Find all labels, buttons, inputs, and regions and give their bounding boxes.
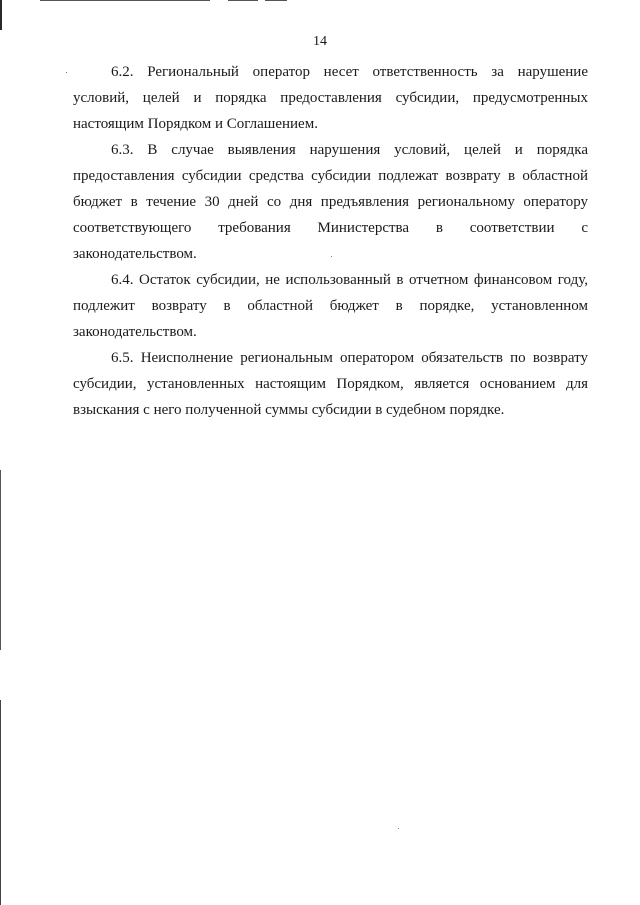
scan-top-mark	[228, 0, 258, 1]
paragraph-6-5: 6.5. Неисполнение региональным оператором обязательств по возврату субсидии, установленных настоящим Порядком, является основанием для взыскания с него полученной суммы субсидии в судебном порядке.	[73, 350, 588, 418]
document-body	[73, 59, 588, 423]
scan-top-mark	[265, 0, 287, 1]
scan-edge-mark	[0, 700, 1, 905]
scan-edge-mark	[0, 470, 1, 650]
scan-speck	[398, 828, 399, 829]
scan-top-mark	[40, 0, 210, 1]
scan-speck	[66, 72, 67, 73]
paragraph-6-3: 6.3. В случае выявления нарушения условий, целей и порядка предоставления субсидии средства субсидии подлежат возврату в областной бюджет в течение 30 дней со дня предъявления региональному оператору соответствующего требования Министерства в соответствии с законодательством.	[73, 142, 588, 262]
page-number: 14	[313, 34, 327, 49]
paragraph-6-2: 6.2. Региональный оператор несет ответственность за нарушение условий, целей и порядка предоставления субсидии, предусмотренных настоящим Порядком и Соглашением.	[73, 64, 588, 132]
paragraph-6-4: 6.4. Остаток субсидии, не использованный в отчетном финансовом году, подлежит возврату в областной бюджет в порядке, установленном законодательством.	[73, 272, 588, 340]
scan-edge-mark	[0, 0, 2, 30]
